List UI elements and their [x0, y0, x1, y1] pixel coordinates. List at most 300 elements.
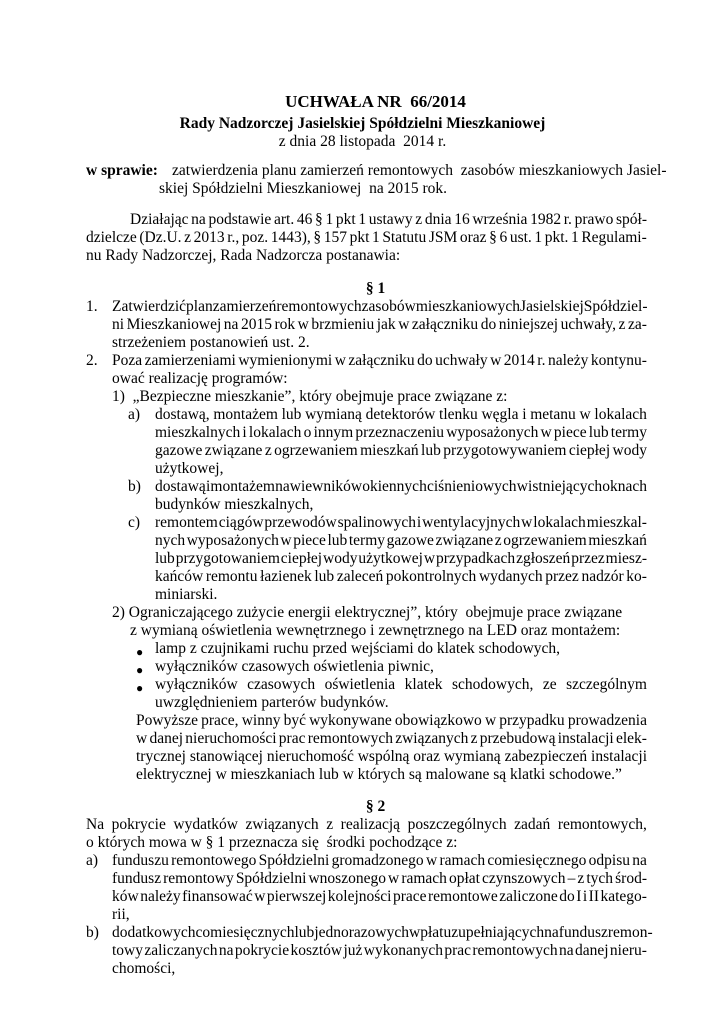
word: kosztów [290, 942, 343, 959]
word: Statutu [382, 229, 427, 246]
word: mieszkal- [586, 514, 647, 531]
section-heading: § 2 [365, 798, 386, 815]
word: uchwały [435, 352, 488, 369]
word: 1982 [530, 211, 562, 228]
sub-item-line: miniarski. [155, 586, 218, 603]
word: plan [186, 298, 213, 315]
word: remontu [205, 568, 258, 585]
word: czasowych [247, 676, 316, 693]
word: nieruchomości [185, 730, 277, 747]
word: jednorazowych [314, 924, 409, 941]
word: w [490, 352, 502, 369]
word: lokalach [248, 424, 302, 441]
word: r. [563, 211, 572, 228]
word: do [480, 316, 497, 333]
word: węgla [481, 406, 519, 423]
list-item-line [112, 870, 647, 889]
word: ciepłej [568, 442, 611, 459]
sub-item-line: użytkowej, [155, 460, 224, 477]
subject-label: w sprawie: [86, 162, 158, 179]
bullet-icon: ● [136, 681, 144, 695]
word: piece [553, 424, 587, 441]
preamble-line: nu Rady Nadzorczej, Rada Nadzorcza postanawia: [86, 247, 401, 264]
list-item-line [112, 352, 647, 371]
word: Na [86, 816, 105, 833]
word: przygotowaniem [175, 550, 280, 567]
word: remontowego [171, 852, 257, 869]
program-heading: 1) „Bezpieczne mieszkanie”, który obejmuje prace związane z: [112, 388, 508, 405]
word: z [326, 816, 334, 833]
word: zadań [514, 816, 551, 833]
word: w [334, 352, 346, 369]
word: poszczególnych [407, 816, 507, 833]
word: pokrycie [234, 942, 290, 959]
word: elek- [615, 730, 647, 747]
word: w [516, 478, 528, 495]
word: art. [273, 211, 295, 228]
preamble-line [86, 229, 647, 248]
word: oświetlenia [324, 676, 396, 693]
word: detektorów [365, 406, 436, 423]
section-heading: § 1 [365, 280, 386, 297]
word: zaliczanych [144, 942, 218, 959]
word: odpisu [588, 852, 630, 869]
word: fundusz [558, 924, 608, 941]
program-heading-cont: z wymianą oświetlenia wewnętrznego i zewnętrznego na LED oraz montażem: [130, 622, 621, 639]
word: wentylacyjnych [422, 514, 521, 531]
word: winny [241, 712, 281, 729]
sub-item-line [155, 424, 647, 443]
word: na [544, 924, 559, 941]
word: lokalach [594, 406, 647, 423]
word: środ- [615, 870, 647, 887]
word: na [632, 852, 647, 869]
word: 1443), [270, 229, 311, 246]
word: Regulami- [581, 229, 647, 246]
word: przewodów [264, 514, 337, 531]
date-line: z dnia 28 listopada 2014 r. [278, 133, 447, 150]
word: nieru- [609, 942, 647, 959]
word: lub [281, 406, 302, 423]
word: ków [112, 888, 139, 905]
word: dodatkowych [112, 924, 196, 941]
word: finansować [182, 888, 253, 905]
word: zaliczone [499, 888, 558, 905]
word: załączniku [348, 352, 415, 369]
word: w [521, 514, 533, 531]
list-number: 1. [86, 298, 98, 315]
word: w [388, 870, 400, 887]
word: pkt [335, 211, 356, 228]
bullet-icon: ● [136, 663, 144, 677]
word: pierwszej [266, 888, 327, 905]
word: Spółdzielni [235, 870, 307, 887]
list-item-line [112, 942, 647, 961]
word: wyłączników [155, 676, 238, 693]
word: wymienionymi [238, 352, 333, 369]
subject-line: skiej Spółdzielni Mieszkaniowej na 2015 rok. [159, 180, 447, 197]
word: brzmieniu [311, 316, 375, 333]
word: na [558, 942, 574, 959]
word: nadzór [581, 568, 624, 585]
word: ko- [626, 568, 647, 585]
sub-item-line [155, 568, 647, 587]
word: użytkowej [358, 550, 423, 567]
word: stanowiącej [189, 748, 263, 765]
word: w [423, 550, 436, 567]
word: ogrzewaniem [503, 532, 587, 549]
word: z [494, 532, 502, 549]
word: lub [327, 532, 348, 549]
word: ze [542, 676, 557, 693]
word: instalacji [557, 730, 614, 747]
word: 157 [323, 229, 347, 246]
word: oraz [413, 748, 440, 765]
note-line [136, 748, 647, 767]
sub-item-line [155, 532, 647, 551]
word: ciśnieniowych [426, 478, 517, 495]
word: wody [323, 550, 358, 567]
word: termy [348, 532, 386, 549]
word: comiesięcznych [195, 924, 295, 941]
word: pkt. [544, 229, 569, 246]
word: i [242, 424, 247, 441]
word: Spółdzielni [258, 852, 330, 869]
word: w [579, 406, 591, 423]
sub-item-line [155, 478, 647, 497]
word: kontynu- [590, 352, 647, 369]
word: lub [314, 568, 335, 585]
note-line: elektrycznej w mieszkaniach lub w których są malowane są klatki schodowe.” [136, 766, 622, 783]
word: remontowych [276, 298, 362, 315]
word: prace [392, 888, 427, 905]
word: 2015 [240, 316, 272, 333]
word: 1 [358, 211, 367, 228]
word: września [472, 211, 528, 228]
word: tlenku [439, 406, 478, 423]
word: lub [421, 442, 441, 459]
word: nawiewników [275, 478, 363, 495]
word: remontowe [428, 888, 498, 905]
word: nieruchomość [266, 748, 354, 765]
word: prawo [574, 211, 614, 228]
word: nych [155, 532, 186, 549]
word: remontowych [472, 942, 558, 959]
word: i [416, 514, 422, 531]
preamble-line [130, 211, 647, 230]
word: oknach [602, 478, 647, 495]
word: z [577, 870, 585, 887]
word: gazowe [386, 532, 434, 549]
word: § [489, 229, 497, 246]
word: 2013 [193, 229, 225, 246]
word: pokontrolnych [385, 568, 477, 585]
word: wymianą [305, 406, 362, 423]
word: szczególnym [566, 676, 647, 693]
word: Jasielskiej [520, 298, 584, 315]
word: związanych [245, 816, 319, 833]
word: termy [610, 424, 647, 441]
word: na [218, 942, 234, 959]
word: w [484, 712, 497, 729]
word: związanych [395, 730, 469, 747]
word: montażem [210, 478, 275, 495]
word: § [315, 211, 323, 228]
word: przypadkach [435, 550, 516, 567]
word: uchwały, [560, 316, 617, 333]
word: wydanych [478, 568, 543, 585]
word: ciepłej [280, 550, 323, 567]
word: montażem [213, 406, 278, 423]
word: I [576, 888, 582, 905]
word: związane [435, 532, 494, 549]
word: za- [627, 316, 647, 333]
word: na [191, 211, 206, 228]
list-item-line: rii, [112, 906, 130, 923]
word: Poza [112, 352, 143, 369]
word: zgłoszeń [516, 550, 571, 567]
word: Mieszkaniowej [126, 316, 222, 333]
word: przygotowywaniem [443, 442, 567, 459]
word: ustawy [368, 211, 413, 228]
word: zabezpieczeń [504, 748, 588, 765]
word: kańców [155, 568, 204, 585]
word: 1 [371, 229, 380, 246]
list-letter: b) [128, 478, 141, 495]
word: przez [545, 568, 579, 585]
word: należy [140, 888, 181, 905]
list-letter: a) [128, 406, 141, 423]
word: mieszkań [588, 532, 647, 549]
word: r. [537, 352, 546, 369]
word: istniejących [528, 478, 603, 495]
word: wspólną [357, 748, 410, 765]
word: comiesięcznego [487, 852, 587, 869]
word: gromadzonego [331, 852, 424, 869]
word: przez [571, 550, 605, 567]
word: 2014 [503, 352, 535, 369]
sub-item-line [155, 514, 647, 533]
word: wyposażonych [186, 532, 279, 549]
word: zasobów [361, 298, 416, 315]
word: z [415, 211, 423, 228]
word: 46 [296, 211, 313, 228]
word: lub [294, 924, 315, 941]
word: prac [444, 942, 472, 959]
word: towy [112, 942, 143, 959]
word: katego- [600, 888, 647, 905]
word: mieszkań [360, 442, 419, 459]
word: uzupełniających [443, 924, 545, 941]
word: wyposażonych [446, 424, 539, 441]
word: spół- [616, 211, 647, 228]
list-letter: a) [86, 852, 99, 869]
list-item-line: strzeżeniem postanowień ust. 2. [112, 334, 310, 351]
word: prace, [201, 712, 239, 729]
word: gazowe [155, 442, 203, 459]
word: fundusz [112, 870, 162, 887]
word: wody [612, 442, 647, 459]
word: do [559, 888, 575, 905]
word: na [223, 316, 239, 333]
subject-line: zatwierdzenia planu zamierzeń remontowych zasobów mieszkaniowych Jasiel- [172, 162, 667, 179]
word: łazienek [260, 568, 312, 585]
list-item-line [112, 316, 647, 335]
word: spalinowych [337, 514, 416, 531]
word: o [303, 424, 312, 441]
word: § [313, 229, 322, 246]
list-item-line: chomości, [112, 960, 176, 977]
word: przypadku [499, 712, 565, 729]
word: innym [313, 424, 354, 441]
list-letter: c) [128, 514, 141, 531]
word: prac [278, 730, 306, 747]
paragraph-line [86, 816, 647, 835]
word: remontowych, [557, 816, 647, 833]
sub-item-line: budynków mieszkalnych, [155, 496, 314, 513]
note-line [136, 712, 647, 731]
word: piece [293, 532, 326, 549]
word: w [540, 424, 552, 441]
word: należy [547, 352, 589, 369]
word: opłat [448, 870, 480, 887]
bullet-item [155, 676, 647, 695]
bullet-item: uwzględnieniem parterów budynków. [155, 694, 389, 711]
word: metanu [530, 406, 576, 423]
word: danej [574, 942, 609, 959]
word: oraz [459, 229, 487, 246]
word: ni [112, 316, 125, 333]
word: tych [586, 870, 614, 887]
word: 1 [534, 229, 543, 246]
word: ogrzewaniem [274, 442, 358, 459]
word: wykonywane [309, 712, 392, 729]
word: klatek [404, 676, 443, 693]
word: wymianą [443, 748, 501, 765]
word: ramach [439, 852, 486, 869]
word: przebudową [479, 730, 556, 747]
resolution-title: UCHWAŁA NR 66/2014 [285, 92, 466, 111]
word: i [205, 478, 211, 495]
bullet-item: wyłączników czasowych oświetlenia piwnic, [155, 658, 434, 675]
word: wykonanych [363, 942, 443, 959]
word: związane [204, 442, 263, 459]
word: ust. [509, 229, 532, 246]
word: z [618, 316, 626, 333]
word: 1 [325, 211, 334, 228]
word: już [343, 942, 363, 959]
bullet-item: lamp z czujnikami ruchu przed wejściami do klatek schodowych, [155, 640, 561, 657]
list-item-line: ować realizację programów: [112, 370, 288, 387]
list-letter: b) [86, 924, 99, 941]
word: lub [155, 550, 175, 567]
word: niniejszej [498, 316, 559, 333]
word: wpłat [409, 924, 444, 941]
word: zaleceń [336, 568, 384, 585]
word: okiennych [362, 478, 427, 495]
word: remontem [155, 514, 218, 531]
word: być [283, 712, 306, 729]
list-item-line [112, 924, 653, 943]
word: remon- [607, 924, 653, 941]
word: w [297, 316, 309, 333]
list-item-line [112, 298, 647, 317]
issuer-line: Rady Nadzorczej Jasielskiej Spółdzielni Mieszkaniowej [179, 115, 546, 132]
word: w [280, 532, 292, 549]
paragraph-line: o których mowa w § 1 przeznacza się środki pochodzące z: [86, 834, 458, 851]
word: poz. [241, 229, 269, 246]
word: dostawą [155, 478, 206, 495]
word: Działając [130, 211, 189, 228]
word: remontowy [163, 870, 234, 887]
word: r., [227, 229, 240, 246]
bullet-icon: ● [136, 645, 144, 659]
sub-item-line [155, 442, 647, 461]
program-heading: 2) Ograniczającego zużycie energii elektrycznej”, który obejmuje prace związane [112, 604, 623, 621]
word: załączniku [411, 316, 479, 333]
word: 1 [571, 229, 579, 246]
word: mieszkaniowych [415, 298, 521, 315]
sub-item-line [155, 406, 647, 425]
word: realizacją [340, 816, 401, 833]
word: i [522, 406, 527, 423]
word: dzielcze [86, 229, 137, 246]
word: w [425, 852, 438, 869]
word: dnia [424, 211, 452, 228]
word: funduszu [112, 852, 169, 869]
word: pokrycie [111, 816, 166, 833]
word: przeznaczeniu [355, 424, 445, 441]
word: schodowych, [451, 676, 534, 693]
word: rok [274, 316, 296, 333]
word: w [254, 888, 266, 905]
list-number: 2. [86, 352, 98, 369]
word: remontowych [307, 730, 393, 747]
word: wydatków [173, 816, 238, 833]
word: 6 [499, 229, 508, 246]
list-item-line [112, 852, 647, 871]
word: w [398, 316, 410, 333]
word: lokalach [533, 514, 586, 531]
word: danej [149, 730, 184, 747]
word: ciągów [218, 514, 264, 531]
word: dostawą, [155, 406, 210, 423]
word: zamierzeń [212, 298, 277, 315]
word: wnoszonego [308, 870, 386, 887]
word: z [264, 442, 272, 459]
word: 16 [454, 211, 470, 228]
note-line [136, 730, 647, 749]
word: Zatwierdzić [112, 298, 187, 315]
sub-item-line [155, 550, 647, 569]
word: z [470, 730, 478, 747]
word: mieszkalnych [155, 424, 241, 441]
word: do [417, 352, 433, 369]
word: i [582, 888, 588, 905]
word: pkt [349, 229, 370, 246]
word: w [136, 730, 148, 747]
word: zamierzeniami [144, 352, 236, 369]
word: prowadzenia [567, 712, 647, 729]
word: – [567, 870, 576, 887]
word: instalacji [591, 748, 647, 765]
word: (Dz.U. [139, 229, 182, 246]
list-item-line [112, 888, 647, 907]
word: jak [376, 316, 396, 333]
word: czynszowych [482, 870, 566, 887]
word: lub [588, 424, 609, 441]
word: ramach [401, 870, 447, 887]
